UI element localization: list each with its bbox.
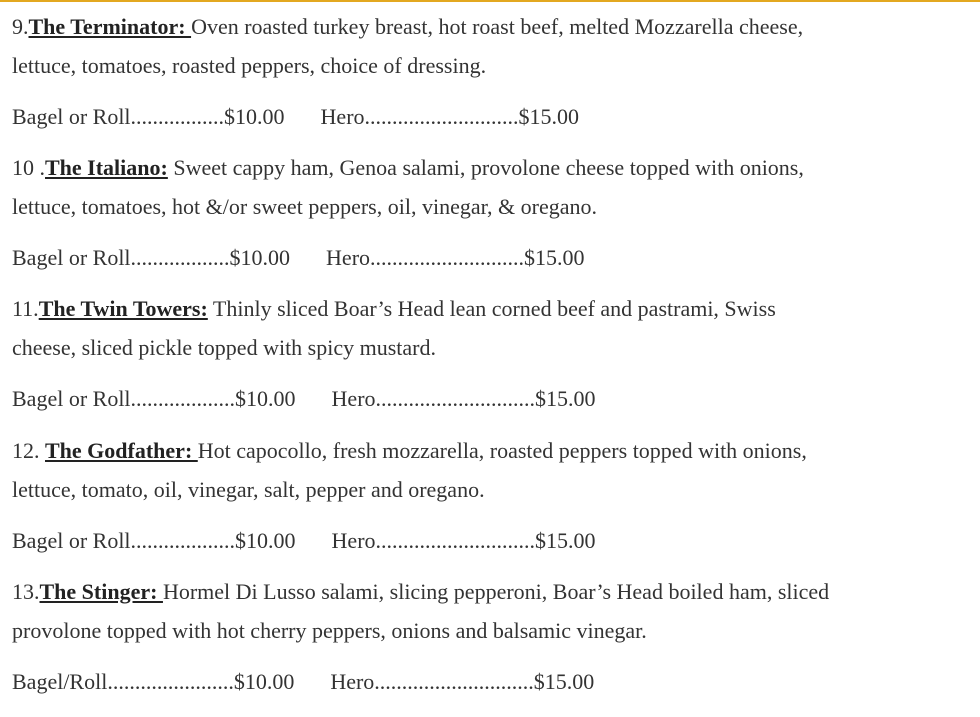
price-bagel-roll: Bagel or Roll..................$10.00 bbox=[12, 245, 291, 270]
item-description-cont: lettuce, tomato, oil, vinegar, salt, pepper and oregano. bbox=[12, 477, 485, 502]
item-description: Thinly sliced Boar’s Head lean corned beef and pastrami, Swiss bbox=[207, 296, 776, 321]
item-name: The Italiano: bbox=[45, 155, 168, 180]
item-prices bbox=[12, 238, 972, 277]
item-number: 9. bbox=[12, 14, 29, 39]
price-bagel-roll: Bagel or Roll.................$10.00 bbox=[12, 104, 285, 129]
item-title-line bbox=[12, 572, 972, 611]
item-title-line bbox=[12, 148, 972, 187]
item-name: The Twin Towers: bbox=[38, 296, 208, 321]
price-hero: Hero............................$15.00 bbox=[320, 104, 580, 129]
item-description-cont: cheese, sliced pickle topped with spicy mustard. bbox=[12, 335, 436, 360]
item-name: The Godfather: bbox=[45, 438, 198, 463]
price-bagel-roll: Bagel or Roll...................$10.00 bbox=[12, 386, 296, 411]
item-description-cont: lettuce, tomatoes, roasted peppers, choice of dressing. bbox=[12, 53, 487, 78]
item-number: 12. bbox=[12, 438, 45, 463]
item-prices bbox=[12, 97, 972, 136]
item-number: 11. bbox=[12, 296, 39, 321]
menu-item bbox=[12, 7, 972, 136]
item-description: Hot capocollo, fresh mozzarella, roasted peppers topped with onions, bbox=[197, 438, 807, 463]
price-hero: Hero.............................$15.00 bbox=[331, 386, 596, 411]
item-title-line bbox=[12, 7, 972, 46]
item-title-line bbox=[12, 289, 972, 328]
item-prices bbox=[12, 662, 972, 701]
price-bagel-roll: Bagel/Roll.......................$10.00 bbox=[12, 669, 295, 694]
item-description: Hormel Di Lusso salami, slicing pepperoni, Boar’s Head boiled ham, sliced bbox=[162, 579, 830, 604]
item-prices bbox=[12, 379, 972, 418]
item-description: Oven roasted turkey breast, hot roast beef, melted Mozzarella cheese, bbox=[191, 14, 804, 39]
price-bagel-roll: Bagel or Roll...................$10.00 bbox=[12, 528, 296, 553]
item-name: The Terminator: bbox=[28, 14, 192, 39]
item-description-cont: lettuce, tomatoes, hot &/or sweet peppers, oil, vinegar, & oregano. bbox=[12, 194, 598, 219]
menu-item bbox=[12, 431, 972, 560]
price-hero: Hero............................$15.00 bbox=[326, 245, 585, 270]
menu-item bbox=[12, 289, 972, 418]
item-description-cont: provolone topped with hot cherry peppers, onions and balsamic vinegar. bbox=[12, 618, 647, 643]
item-number: 10 . bbox=[12, 155, 45, 180]
item-number: 13. bbox=[12, 579, 40, 604]
menu-item bbox=[12, 148, 972, 277]
price-hero: Hero.............................$15.00 bbox=[331, 528, 596, 553]
price-hero: Hero.............................$15.00 bbox=[330, 669, 595, 694]
item-description: Sweet cappy ham, Genoa salami, provolone cheese topped with onions, bbox=[167, 155, 804, 180]
item-name: The Stinger: bbox=[39, 579, 163, 604]
menu-item bbox=[12, 572, 972, 701]
item-prices bbox=[12, 521, 972, 560]
item-title-line bbox=[12, 431, 972, 470]
